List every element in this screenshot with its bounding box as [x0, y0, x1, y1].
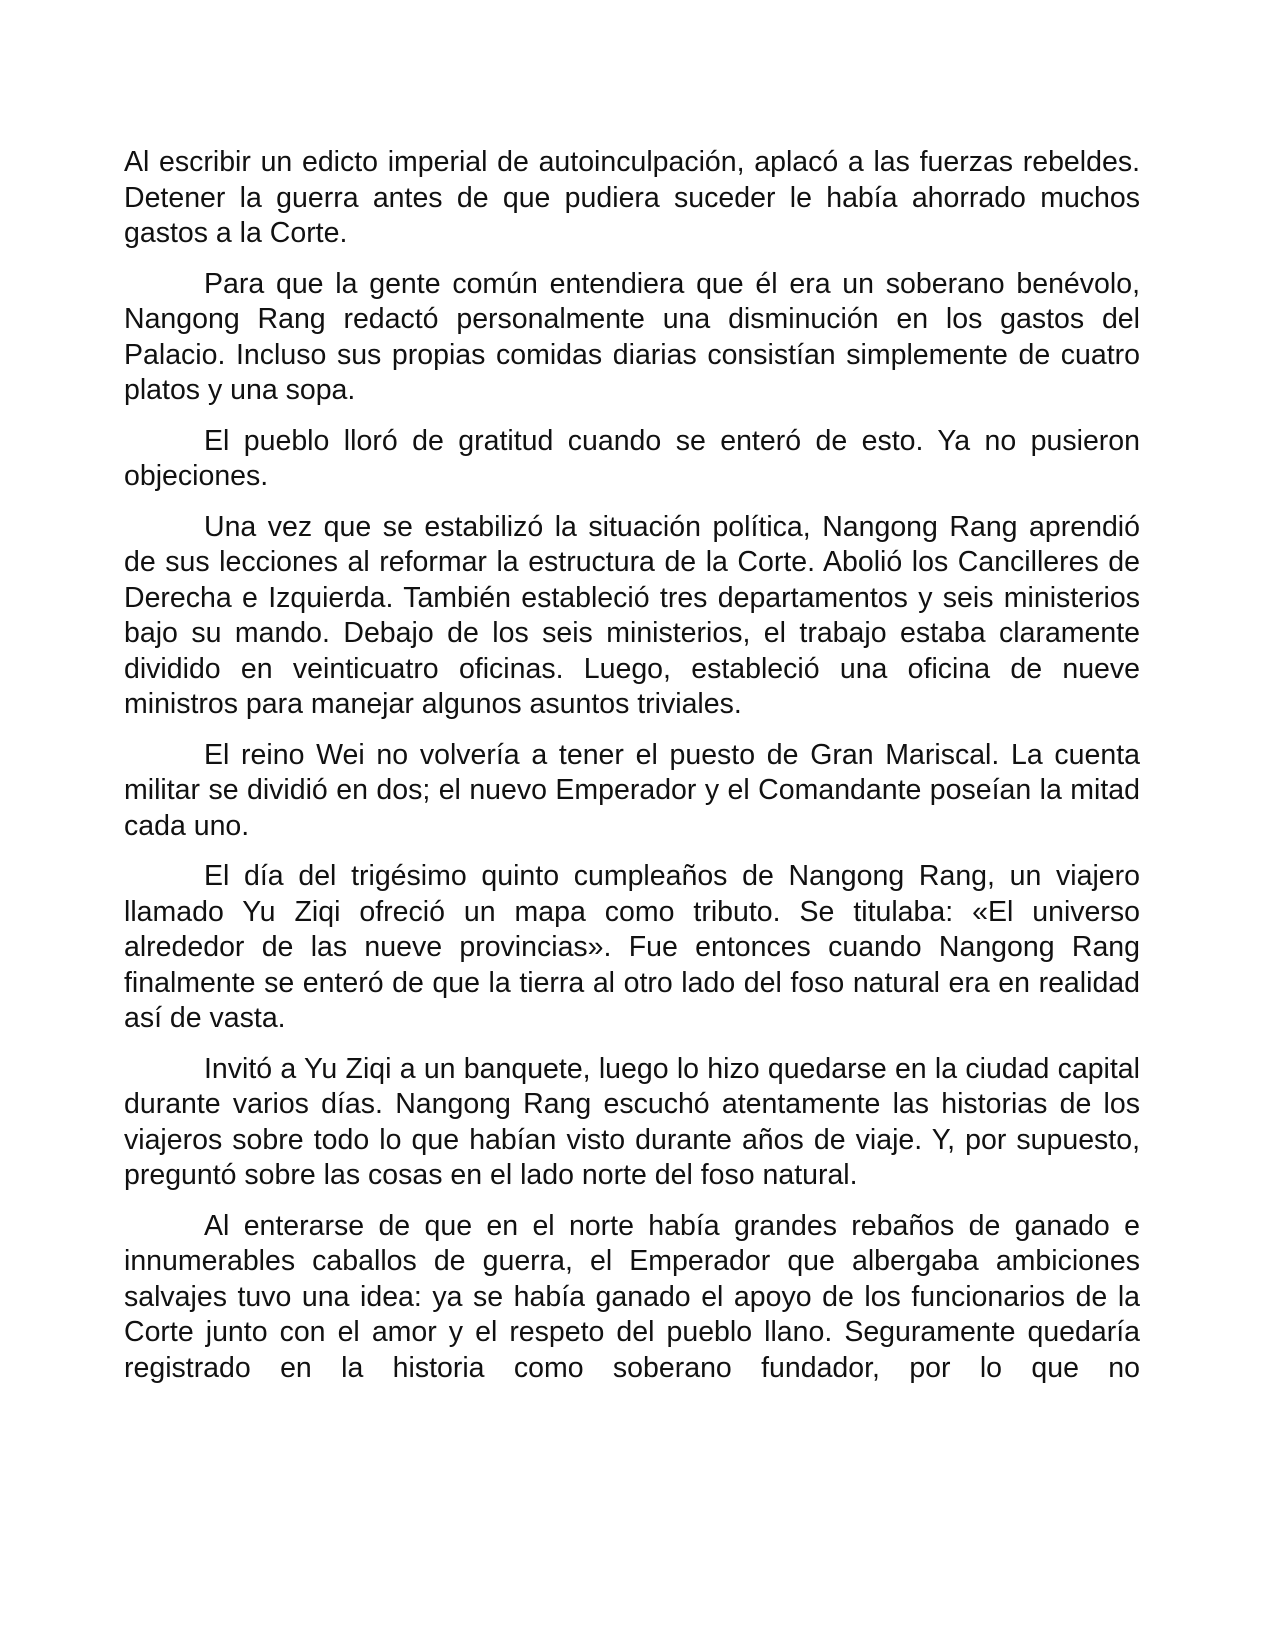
body-text — [124, 145, 1140, 1386]
paragraph-1: Al escribir un edicto imperial de autoinculpación, aplacó a las fuerzas rebeldes. Detener la guerra antes de que pudiera suceder le había ahorrado muchos gastos a la Corte. — [124, 146, 1140, 249]
paragraph-2: Para que la gente común entendiera que él era un soberano benévolo, Nangong Rang redactó personalmente una disminución en los gastos del Palacio. Incluso sus propias comidas diarias consistían simplemente de cuatro platos y una sopa. — [124, 267, 1140, 406]
paragraph-7: Invitó a Yu Ziqi a un banquete, luego lo hizo quedarse en la ciudad capital durante varios días. Nangong Rang escuchó atentamente las historias de los viajeros sobre todo lo que habían visto durante años de viaje. Y, por supuesto, preguntó sobre las cosas en el lado norte del foso natural. — [124, 1052, 1140, 1191]
paragraph-8: Al enterarse de que en el norte había grandes rebaños de ganado e innumerables caballos de guerra, el Emperador que albergaba ambiciones salvajes tuvo una idea: ya se había ganado el apoyo de los funcionarios de la Corte junto con el amor y el respeto del pueblo llano. Seguramente quedaría registrado en la historia como soberano fundador, por lo que no — [124, 1209, 1140, 1384]
paragraph-4: Una vez que se estabilizó la situación política, Nangong Rang aprendió de sus lecciones al reformar la estructura de la Corte. Abolió los Cancilleres de Derecha e Izquierda. También estableció tres departamentos y seis ministerios bajo su mando. Debajo de los seis ministerios, el trabajo estaba claramente dividido en veinticuatro oficinas. Luego, estableció una oficina de nueve ministros para manejar algunos asuntos triviales. — [124, 510, 1140, 720]
paragraph-5: El reino Wei no volvería a tener el puesto de Gran Mariscal. La cuenta militar se dividió en dos; el nuevo Emperador y el Comandante poseían la mitad cada uno. — [124, 738, 1140, 842]
paragraph-6: El día del trigésimo quinto cumpleaños de Nangong Rang, un viajero llamado Yu Ziqi ofreció un mapa como tributo. Se titulaba: «El universo alrededor de las nueve provincias». Fue entonces cuando Nangong Rang finalmente se enteró de que la tierra al otro lado del foso natural era en realidad así de vasta. — [124, 860, 1140, 1034]
paragraph-3: El pueblo lloró de gratitud cuando se enteró de esto. Ya no pusieron objeciones. — [124, 424, 1140, 492]
